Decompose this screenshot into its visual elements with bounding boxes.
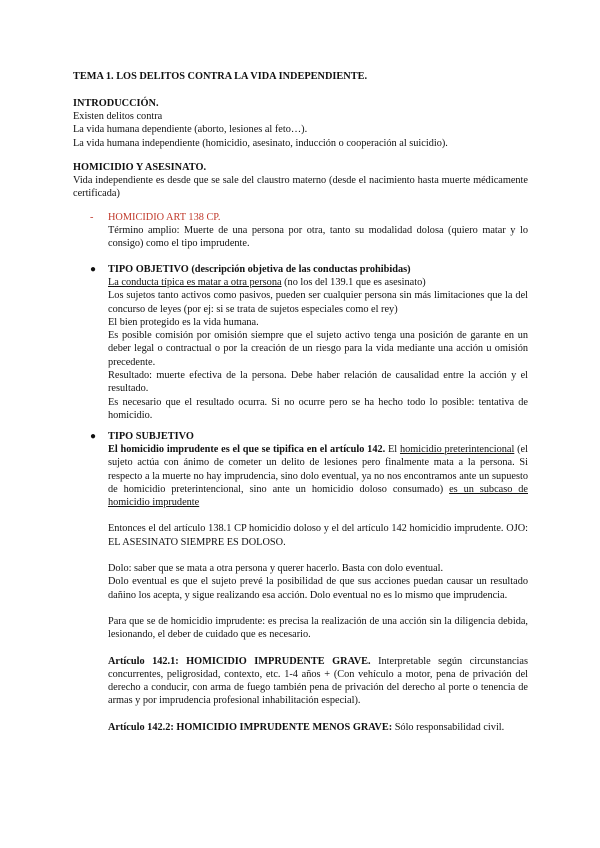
intro-body [73,110,533,150]
conducta-tipica: La conducta típica es matar a otra persona [108,277,282,288]
art138-body: Término amplio: Muerte de una persona por otra, tanto su modalidad dolosa (quiero matar y lo consigo) como el tipo imprudente. [108,225,528,250]
subjetivo-dolo-eventual: Dolo eventual es que el sujeto prevé la posibilidad de que sus acciones puedan causar un resultado dañino los acepta, y sigue realizando esa acción. Dolo eventual no es lo mismo que imprudencia. [108,576,528,601]
bullet-icon: ● [90,264,97,275]
homicidio-heading: HOMICIDIO Y ASESINATO. [73,162,207,173]
subjetivo-entonces: Entonces el del artículo 138.1 CP homicidio doloso y el del artículo 142 homicidio imprudente. OJO: EL ASESINATO SIEMPRE ES DOLOSO. [108,523,528,548]
objetivo-body: La conducta típica es matar a otra persona (no los del 139.1 que es asesinato) Los sujetos tanto activos como pasivos, pueden ser cualquier persona sin más limitaciones que la del concurso de leyes (por ej: si se trata de sujetos especiales como el rey) El bien protegido es la vida humana. Es posible comisión por omisión siempre que el sujeto activo tenga una posición de garante en un deber legal o contractual o por la creación de un riesgo para la vida mediante una acción u omisión precedente. Resultado: muerte efectiva de la persona. Debe haber relación de causalidad entre la acción y el resultado. Es necesario que el resultado ocurra. Si no ocurre pero se ha hecho todo lo posible: tentativa de homicidio. [108,277,528,421]
intro-line-1: Existen delitos contra [73,111,163,122]
doc-title: TEMA 1. LOS DELITOS CONTRA LA VIDA INDEPENDIENTE. [73,71,368,82]
objetivo-resultado: Resultado: muerte efectiva de la persona. Debe haber relación de causalidad entre la acción y el resultado. [108,370,528,395]
subjetivo-dolo: Dolo: saber que se mata a otra persona y querer hacerlo. Basta con dolo eventual. [108,563,444,575]
objetivo-bien: El bien protegido es la vida humana. [108,316,259,328]
objetivo-sujetos: Los sujetos tanto activos como pasivos, pueden ser cualquier persona sin más limitaciones que la del concurso de leyes (por ej: si se trata de sujetos especiales como el rey) [108,290,528,315]
art1421-heading: Artículo 142.1: HOMICIDIO IMPRUDENTE GRAVE. [108,655,371,667]
art138-heading: HOMICIDIO ART 138 CP. [108,212,221,223]
intro-line-2: La vida humana dependiente (aborto, lesiones al feto…). [73,124,308,136]
subjetivo-para-que: Para que se de homicidio imprudente: es precisa la realización de una acción sin la diligencia debida, lesionando, el deber de cuidado que es necesario. [108,615,528,641]
intro-line-3: La vida humana independiente (homicidio, asesinato, inducción o cooperación al suicidio). [73,137,448,149]
bullet-icon: ● [90,431,97,442]
homicidio-def: Vida independiente es desde que se sale del claustro materno (desde el nacimiento hasta muerte médicamente certificada) [73,175,528,200]
subjetivo-heading: TIPO SUBJETIVO [108,431,194,442]
objetivo-omision: Es posible comisión por omisión siempre que el sujeto activo tenga una posición de garante en un deber legal o contractual o por la creación de un riesgo para la vida mediante una acción u omisión precedente. [108,330,528,368]
subjetivo-body: El homicidio imprudente es el que se tipifica en el artículo 142. El homicidio preterintencional (el sujeto actúa con ánimo de cometer un delito de lesiones pero finalmente mata a la persona. Si respecto a la muerte no hay imprudencia, sino dolo eventual, ya no nos encontramos ante un supuesto de homicidio preterintencional, sino ante un homicidio doloso consumado) es un subcaso de homicidio imprudente Entonces el del artículo 138.1 CP homicidio doloso y el del artículo 142 homicidio imprudente. OJO: EL ASESINATO SIEMPRE ES DOLOSO. Dolo: saber que se mata a otra persona y querer hacerlo. Basta con dolo eventual. Dolo eventual es que el sujeto prevé la posibilidad de que sus acciones puedan causar un resultado dañino los acepta, y sigue realizando esa acción. Dolo eventual no es lo mismo que imprudencia. Para que se de homicidio imprudente: es precisa la realización de una acción sin la diligencia debida, lesionando, el deber de cuidado que es necesario. Artículo 142.1: HOMICIDIO IMPRUDENTE GRAVE. Interpretable según circunstancias concurrentes, peligrosidad, contexto, etc. 1-4 años + (Con vehículo a motor, pena de privación del derecho a conducir, con arma de fuego también pena de privación del derecho al porte o tenencia de armas y por imprudencia profesional inhabilitación especial). Artículo 142.2: HOMICIDIO IMPRUDENTE MENOS GRAVE: Sólo responsabilidad civil. [108,444,528,733]
art1422-heading: Artículo 142.2: HOMICIDIO IMPRUDENTE MENOS GRAVE: [108,721,393,733]
dash-marker: - [90,212,94,223]
objetivo-heading: TIPO OBJETIVO (descripción objetiva de las conductas prohibidas) [108,264,411,275]
intro-heading: INTRODUCCIÓN. [73,98,159,109]
objetivo-necesario: Es necesario que el resultado ocurra. Si no ocurre pero se ha hecho todo lo posible: tentativa de homicidio. [108,396,528,421]
